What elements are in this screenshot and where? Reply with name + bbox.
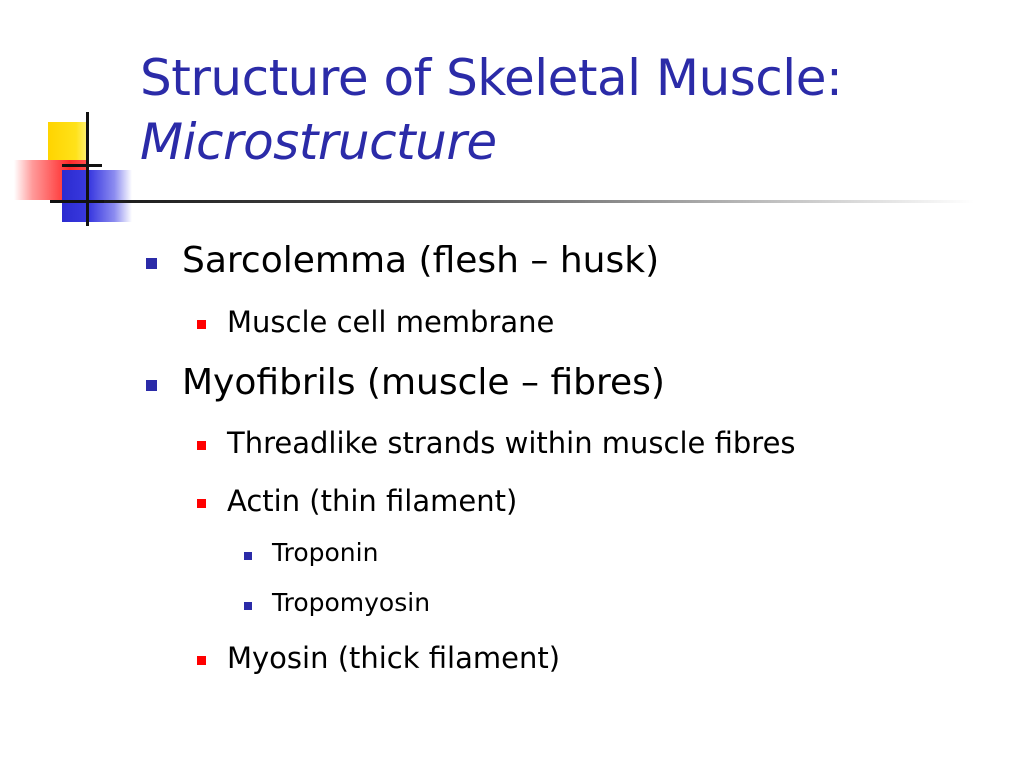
bullet-square-icon (197, 320, 206, 329)
slide-title-line1: Structure of Skeletal Muscle: (140, 49, 843, 107)
bullet-square-icon (197, 441, 206, 450)
bullet-item (182, 361, 665, 405)
bullet-text: Actin (thin filament) (227, 484, 518, 518)
bullet-square-icon (244, 602, 252, 610)
bullet-item (227, 425, 796, 461)
bullet-text: Troponin (272, 538, 379, 567)
bullet-text: Muscle cell membrane (227, 305, 555, 339)
bullet-text: Threadlike strands within muscle fibres (227, 426, 796, 460)
bullet-square-icon (146, 258, 157, 269)
bullet-square-icon (197, 656, 206, 665)
bullet-item (227, 640, 560, 676)
bullet-square-icon (244, 552, 252, 560)
bullet-square-icon (197, 499, 206, 508)
bullet-item (227, 304, 554, 340)
slide-title-line2: Microstructure (140, 113, 497, 171)
bullet-square-icon (146, 380, 157, 391)
bullet-item (227, 483, 517, 519)
bullet-text: Tropomyosin (272, 588, 431, 617)
bullet-item (272, 538, 378, 568)
bullet-text: Myosin (thick filament) (227, 641, 561, 675)
bullet-item (182, 239, 659, 283)
bullet-text: Myofibrils (muscle – fibres) (182, 362, 665, 403)
bullet-text: Sarcolemma (flesh – husk) (182, 240, 660, 281)
bullet-item (272, 588, 430, 618)
